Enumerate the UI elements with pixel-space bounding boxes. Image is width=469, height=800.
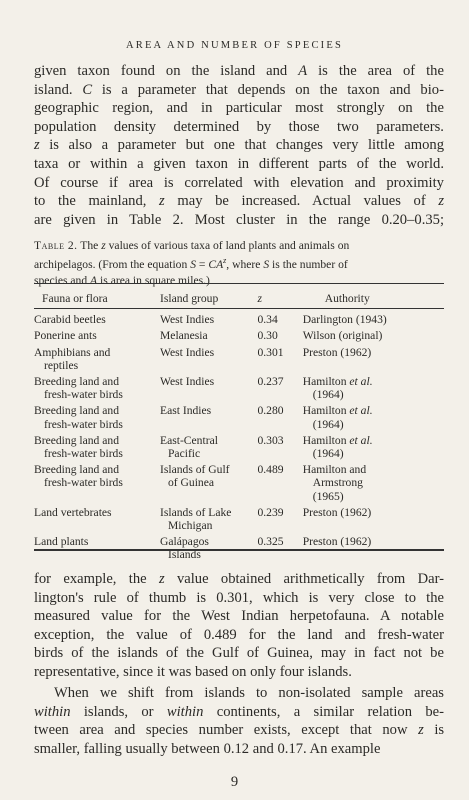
cell-island-group-line: Islands: [167, 548, 201, 562]
cell-island-group-line: Islands of Gulf: [159, 463, 230, 477]
cell-fauna: [34, 404, 160, 433]
cell-island-group-line: East-Central: [159, 433, 218, 447]
cell-authority-line: Hamilton et al.: [302, 433, 373, 447]
cell-authority: [303, 404, 444, 433]
text-line: tween area and species number exists, except that now z is: [34, 722, 445, 739]
cell-z-line: 0.280: [257, 404, 284, 418]
cell-island-group-line: West Indies: [159, 313, 215, 327]
text-line: birds of the islands of the Gulf of Guinea, may in fact not be: [34, 645, 444, 662]
cell-island-group: [160, 313, 257, 329]
cell-island-group-line: Melanesia: [159, 329, 208, 343]
cell-z-line: 0.34: [257, 313, 278, 327]
cell-island-group: [160, 375, 257, 404]
cell-authority-line: Wilson (original): [302, 329, 383, 343]
text-line: given taxon found on the island and A is the area of the: [34, 63, 444, 79]
cell-authority-line: Preston (1962): [302, 345, 372, 359]
cell-authority-line: Hamilton and: [302, 463, 367, 477]
table-bottom-rule: [34, 549, 444, 551]
cell-island-group: [160, 506, 257, 535]
table-row: [34, 434, 444, 463]
text-line: When we shift from islands to non-isolated sample areas: [54, 685, 444, 701]
cell-island-group: [160, 346, 257, 375]
table-row: [34, 329, 444, 345]
cell-island-group: [160, 329, 257, 345]
running-head: AREA AND NUMBER OF SPECIES: [125, 40, 344, 51]
text-line: population density determined by those two parameters.: [34, 118, 444, 135]
cell-island-group-line: of Guinea: [167, 476, 215, 490]
text-line: island. C is a parameter that depends on the taxon and bio-: [34, 81, 444, 98]
cell-authority: [303, 313, 444, 329]
header-fauna: Fauna or flora: [42, 292, 108, 305]
cell-authority: [303, 329, 444, 345]
cell-z-line: 0.237: [257, 375, 284, 389]
cell-fauna-line: Breeding land and: [34, 433, 119, 447]
cell-fauna-line: Land plants: [34, 535, 89, 549]
cell-fauna-line: Breeding land and: [34, 463, 119, 477]
cell-authority: [303, 506, 444, 535]
cell-island-group: [160, 404, 257, 433]
cell-fauna-line: Breeding land and: [34, 375, 119, 389]
cell-fauna-line: Ponerine ants: [34, 329, 97, 343]
cell-authority-line: (1964): [312, 447, 344, 461]
caption-line: Table 2. The z values of various taxa of land plants and animals on: [34, 239, 350, 252]
text-line: representative, since it was based on only four islands.: [34, 663, 352, 680]
table-row: [34, 506, 444, 535]
cell-authority-line: Darlington (1943): [302, 313, 387, 327]
cell-authority-line: Preston (1962): [302, 505, 372, 519]
table-row: [34, 313, 444, 329]
cell-z: [257, 313, 302, 329]
cell-authority-line: Preston (1962): [302, 535, 372, 549]
cell-z: [257, 506, 302, 535]
text-line: to the mainland, z may be increased. Actual values of z: [34, 193, 445, 210]
cell-authority-line: Armstrong: [312, 476, 363, 490]
cell-fauna: [34, 313, 160, 329]
cell-z-line: 0.301: [257, 345, 284, 359]
paragraph-top: [34, 62, 444, 229]
caption-line: species and A is area in square miles.): [34, 273, 210, 287]
cell-authority-line: (1964): [312, 388, 344, 402]
cell-authority-line: (1964): [312, 417, 344, 431]
caption-line: archipelagos. (From the equation $S = CA^z$, where S is the number of: [34, 256, 348, 272]
cell-fauna-line: reptiles: [44, 358, 79, 372]
table-row: [34, 346, 444, 375]
paragraph-bottom-2: [34, 684, 444, 758]
text-line: within islands, or within continents, a similar relation be-: [34, 703, 444, 720]
cell-z-line: 0.303: [257, 433, 284, 447]
cell-island-group-line: West Indies: [159, 345, 215, 359]
text-line: for example, the z value obtained arithmetically from Dar-: [34, 571, 445, 587]
cell-authority-line: Hamilton et al.: [302, 404, 373, 418]
cell-authority-line: (1965): [312, 489, 344, 503]
cell-z: [257, 329, 302, 345]
table-caption: [34, 238, 444, 288]
cell-fauna-line: Amphibians and: [34, 345, 111, 359]
text-line: geographic region, and in particular most strongly on the: [34, 100, 444, 117]
cell-fauna-line: Carabid beetles: [34, 313, 106, 327]
text-line: smaller, falling usually between 0.12 and 0.17. An example: [34, 740, 381, 757]
table-body: [34, 313, 444, 564]
cell-island-group: [160, 463, 257, 506]
cell-fauna: [34, 329, 160, 345]
text-line: Of course if area is correlated with elevation and proximity: [34, 174, 444, 191]
cell-island-group-line: West Indies: [159, 375, 215, 389]
cell-fauna-line: Land vertebrates: [34, 505, 112, 519]
cell-fauna: [34, 375, 160, 404]
table-row: [34, 375, 444, 404]
cell-z-line: 0.239: [257, 505, 284, 519]
page-number: 9: [230, 774, 239, 790]
cell-authority: [303, 346, 444, 375]
header-z: z: [257, 292, 262, 305]
cell-island-group-line: Michigan: [167, 519, 213, 533]
cell-fauna-line: fresh-water birds: [44, 476, 123, 490]
cell-island-group-line: Pacific: [167, 447, 201, 461]
cell-island-group-line: East Indies: [159, 404, 212, 418]
cell-fauna-line: Breeding land and: [34, 404, 119, 418]
header-authority: Authority: [324, 292, 370, 305]
cell-island-group-line: Galápagos: [159, 535, 209, 549]
table-row: [34, 463, 444, 506]
table-top-rule: [34, 283, 444, 284]
cell-authority: [303, 375, 444, 404]
cell-authority-line: Hamilton et al.: [302, 375, 373, 389]
cell-z: [257, 346, 302, 375]
cell-z-line: 0.30: [257, 329, 278, 343]
cell-island-group: [160, 434, 257, 463]
text-line: are given in Table 2. Most cluster in the range 0.20–0.35;: [34, 211, 444, 228]
cell-fauna-line: fresh-water birds: [44, 388, 123, 402]
z-values-table: [34, 292, 444, 565]
cell-fauna: [34, 434, 160, 463]
cell-fauna: [34, 463, 160, 506]
cell-z-line: 0.489: [257, 463, 284, 477]
cell-z: [257, 404, 302, 433]
text-line: exception, the value of 0.489 for the land and fresh-water: [34, 626, 444, 643]
cell-z: [257, 375, 302, 404]
table-row: [34, 404, 444, 433]
cell-z: [257, 463, 302, 506]
cell-fauna-line: fresh-water birds: [44, 447, 123, 461]
cell-fauna: [34, 506, 160, 535]
text-line: z is also a parameter but one that changes very little among: [34, 137, 445, 154]
header-island-group: Island group: [159, 292, 219, 305]
paragraph-bottom-1: [34, 570, 444, 682]
text-line: lington's rule of thumb is 0.301, which is very close to the: [34, 589, 444, 606]
table-header-row: [34, 292, 444, 313]
cell-fauna: [34, 346, 160, 375]
cell-z-line: 0.325: [257, 535, 284, 549]
cell-fauna-line: fresh-water birds: [44, 417, 123, 431]
cell-island-group-line: Islands of Lake: [159, 505, 232, 519]
cell-authority: [303, 434, 444, 463]
cell-z: [257, 434, 302, 463]
cell-authority: [303, 463, 444, 506]
text-line: taxa or within a given taxon in different parts of the world.: [34, 155, 444, 172]
text-line: measured value for the West Indian herpetofauna. A notable: [34, 608, 444, 625]
